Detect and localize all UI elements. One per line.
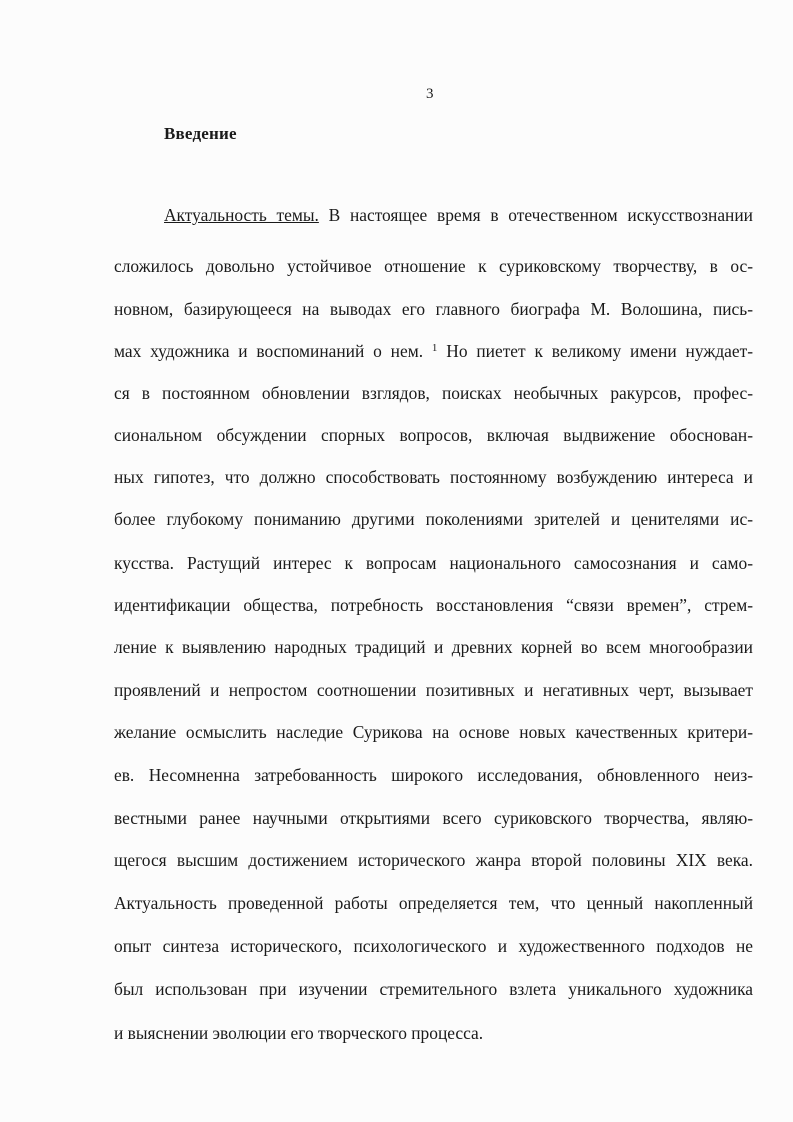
paragraph-line: сложилось довольно устойчивое отношение к суриковскому творчеству, в ос- [114,256,753,276]
paragraph-line: вестными ранее научными открытиями всего суриковского творчества, являю- [114,808,753,828]
page-number: 3 [426,86,434,102]
paragraph-line: опыт синтеза исторического, психологического и художественного подходов не [114,936,753,956]
paragraph-line: ся в постоянном обновлении взглядов, поисках необычных ракурсов, профес- [114,383,753,403]
paragraph-line: желание осмыслить наследие Сурикова на основе новых качественных критери- [114,722,753,742]
paragraph-line: Актуальность темы. В настоящее время в отечественном искусствознании [164,205,753,225]
paragraph-line: проявлений и непростом соотношении позитивных и негативных черт, вызывает [114,680,753,700]
paragraph-line: новном, базирующееся на выводах его главного биографа М. Волошина, пись- [114,299,753,319]
paragraph-line: был использован при изучении стремительного взлета уникального художника [114,979,753,999]
paragraph-line: более глубокому пониманию другими поколениями зрителей и ценителями ис- [114,509,753,529]
paragraph-line: ев. Несомненна затребованность широкого исследования, обновленного неиз- [114,765,753,785]
topic-label: Актуальность темы. [164,205,319,225]
paragraph-line: Актуальность проведенной работы определяется тем, что ценный накопленный [114,893,753,913]
paragraph-line: сиональном обсуждении спорных вопросов, включая выдвижение обоснован- [114,425,753,445]
paragraph-line: щегося высшим достижением исторического жанра второй половины XIX века. [114,850,753,870]
footnote-mark: 1 [431,342,438,354]
paragraph-line: и выяснении эволюции его творческого процесса. [114,1023,484,1043]
paragraph-line: ление к выявлению народных традиций и древних корней во всем многообразии [114,637,753,657]
paragraph-line: мах художника и воспоминаний о нем. $^1$ Но пиетет к великому имени нуждает- [114,341,753,361]
paragraph-line: ных гипотез, что должно способствовать постоянному возбуждению интереса и [114,467,753,487]
paragraph-line: идентификации общества, потребность восстановления “связи времен”, стрем- [114,595,753,615]
paragraph-line: кусства. Растущий интерес к вопросам национального самосознания и само- [114,553,753,573]
section-heading: Введение [164,124,237,143]
